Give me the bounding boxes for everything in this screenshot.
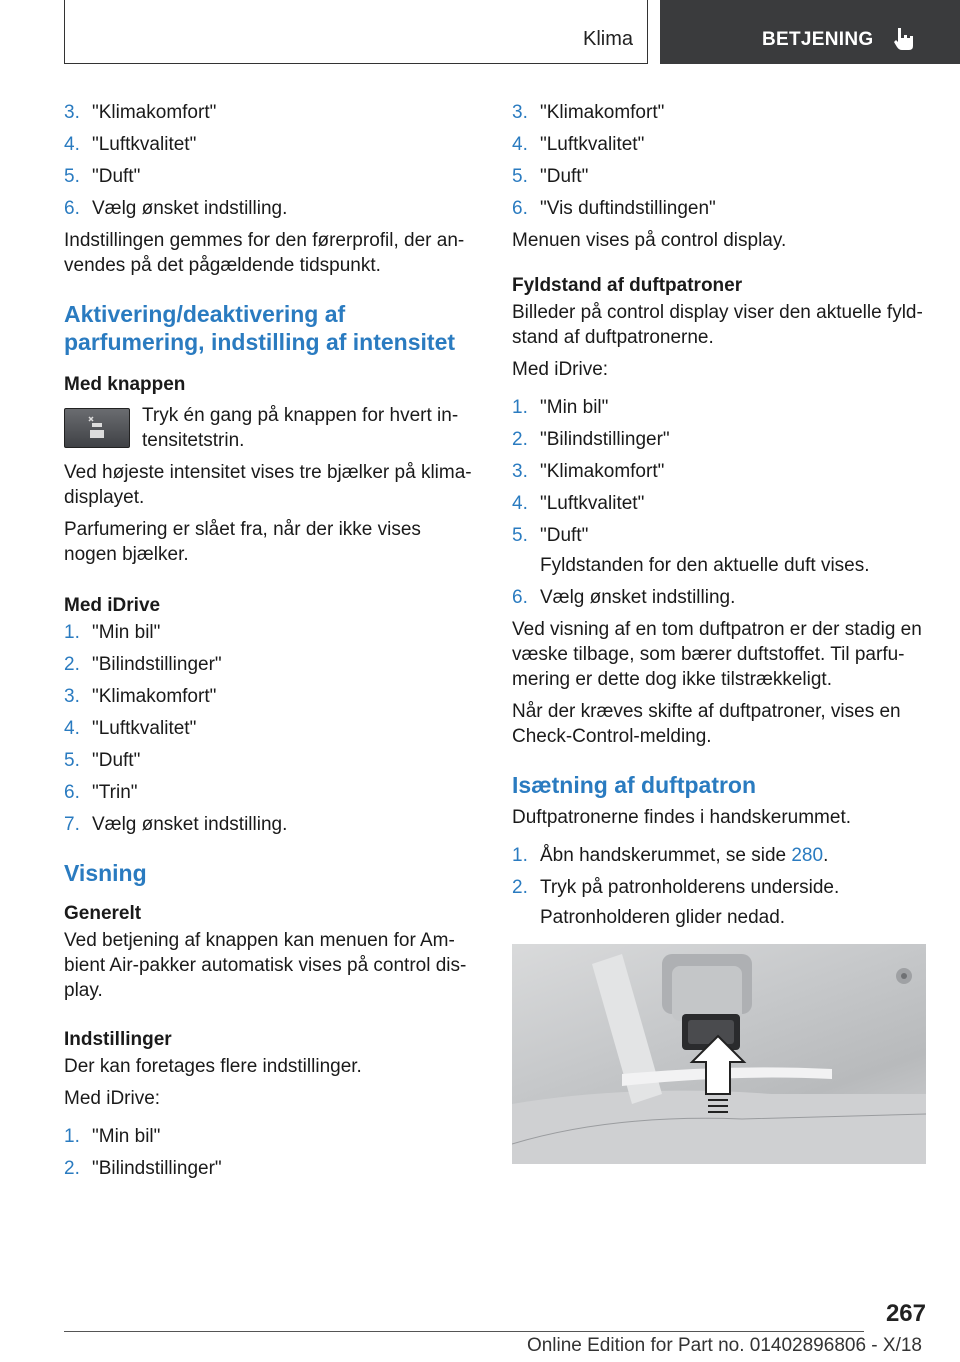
list-item <box>512 395 928 420</box>
list-text <box>540 843 928 868</box>
list-number: 6. <box>512 198 528 219</box>
list-item <box>512 875 928 900</box>
list-item <box>64 684 478 709</box>
paragraph: Billeder på control display viser den aktuelle fyldstand af duftpatronerne. <box>512 302 923 348</box>
list-number: 4. <box>512 493 528 514</box>
header-section-title: Klima <box>582 28 633 50</box>
list-number: 6. <box>512 587 528 608</box>
list-item <box>64 100 478 125</box>
heading-isaetning: Isætning af duftpatron <box>512 772 757 798</box>
button-instruction-text: Tryk én gang på knappen for hvert intensitetstrin. <box>142 405 459 451</box>
list-item <box>512 164 928 189</box>
list-item <box>64 164 478 189</box>
list-item <box>512 459 928 484</box>
list-number: 2. <box>64 1158 80 1179</box>
list-number: 1. <box>512 397 528 418</box>
list-text: "Luftkvalitet" <box>540 493 645 514</box>
page-number: 267 <box>885 1300 926 1327</box>
list-number: 5. <box>64 750 80 771</box>
list-item <box>512 196 928 221</box>
paragraph: Ved visning af en tom duftpatron er der stadig en væske tilbage, som bærer duftstoffet. Til parfumering er dette dog ikke tilstrækkeligt. <box>512 619 922 690</box>
list-text: "Bilindstillinger" <box>92 1158 222 1179</box>
list-number: 7. <box>64 814 80 835</box>
paragraph: Med iDrive: <box>512 359 609 380</box>
list-number: 5. <box>64 166 80 187</box>
paragraph: Med iDrive: <box>64 1088 161 1109</box>
list-text: "Duft" <box>92 750 141 771</box>
header-section-box <box>64 0 648 64</box>
list-number: 4. <box>64 718 80 739</box>
list-number: 3. <box>64 102 80 123</box>
step-text-end: . <box>823 845 829 866</box>
list-text: Vælg ønsket indstilling. <box>540 587 736 608</box>
paragraph: Indstillingen gemmes for den førerprofil, der anvendes på det pågældende tidspunkt. <box>64 230 465 276</box>
list-item <box>512 585 928 610</box>
list-text: "Duft" <box>92 166 141 187</box>
list-text: "Luftkvalitet" <box>92 134 197 155</box>
list-text: "Duft" <box>540 166 589 187</box>
list-item <box>64 620 478 645</box>
list-text: "Klimakomfort" <box>540 461 665 482</box>
list-item <box>64 748 478 773</box>
paragraph: Duftpatronerne findes i handskerummet. <box>512 807 852 828</box>
glovebox-illustration <box>512 944 926 1164</box>
button-instruction <box>64 403 478 453</box>
left-column <box>64 100 478 1188</box>
subheading-idrive: Med iDrive <box>64 595 161 616</box>
list-number: 1. <box>512 845 528 866</box>
header-chapter-title: BETJENING <box>762 29 874 50</box>
list-number: 3. <box>64 686 80 707</box>
list-item <box>64 196 478 221</box>
list-text: "Klimakomfort" <box>92 686 217 707</box>
list-text: Vælg ønsket indstilling. <box>92 198 288 219</box>
list-text: "Duft" <box>540 525 589 546</box>
list-item <box>64 132 478 157</box>
list-number: 6. <box>64 782 80 803</box>
list-item <box>64 716 478 741</box>
page-link-280[interactable]: 280 <box>791 845 824 866</box>
heading-visning: Visning <box>64 860 147 886</box>
list-item <box>64 780 478 805</box>
subheading-fyldstand: Fyldstand af duftpatroner <box>512 275 743 296</box>
list-item <box>512 843 928 868</box>
list-number: 2. <box>512 429 528 450</box>
list-text: "Bilindstillinger" <box>540 429 670 450</box>
paragraph: Ved højeste intensitet vises tre bjælker på klimadisplayet. <box>64 462 472 508</box>
list-text: "Klimakomfort" <box>92 102 217 123</box>
list-item <box>64 1156 478 1181</box>
subheading-indstillinger: Indstillinger <box>64 1029 172 1050</box>
list-text: "Trin" <box>92 782 138 803</box>
list-item <box>512 100 928 125</box>
list-number: 2. <box>512 877 528 898</box>
list-item <box>512 132 928 157</box>
list-text: "Luftkvalitet" <box>92 718 197 739</box>
list-item <box>64 1124 478 1149</box>
header-chapter-box <box>660 0 960 64</box>
list-item-note: Fyldstanden for den aktuelle duft vises. <box>540 555 870 576</box>
list-number: 3. <box>512 102 528 123</box>
list-text: Vælg ønsket indstilling. <box>92 814 288 835</box>
footer-edition: Online Edition for Part no. 01402896806 - X/18 <box>526 1335 922 1356</box>
paragraph: Menuen vises på control display. <box>512 230 787 251</box>
list-number: 1. <box>64 1126 80 1147</box>
list-item-note: Patronholderen glider nedad. <box>540 907 786 928</box>
subheading-button: Med knappen <box>64 374 186 395</box>
list-text: "Min bil" <box>540 397 609 418</box>
list-number: 4. <box>64 134 80 155</box>
paragraph: Når der kræves skifte af duftpatroner, vises en Check-Control-melding. <box>512 701 901 747</box>
footer-divider <box>64 1331 864 1332</box>
list-item <box>512 523 928 548</box>
list-number: 2. <box>64 654 80 675</box>
list-item <box>64 652 478 677</box>
list-text: "Luftkvalitet" <box>540 134 645 155</box>
hand-pointer-icon <box>892 26 916 52</box>
list-text: "Min bil" <box>92 622 161 643</box>
right-column <box>512 100 928 1164</box>
list-number: 3. <box>512 461 528 482</box>
list-number: 5. <box>512 525 528 546</box>
list-text: "Vis duftindstillingen" <box>540 198 716 219</box>
heading-activation: Aktivering/deaktivering af parfumering, indstilling af intensitet <box>64 301 456 355</box>
list-item <box>64 812 478 837</box>
paragraph: Der kan foretages flere indstillinger. <box>64 1056 362 1077</box>
list-number: 4. <box>512 134 528 155</box>
step-text: Åbn handskerummet, se side <box>540 845 792 866</box>
list-text: "Min bil" <box>92 1126 161 1147</box>
list-text: Tryk på patronholderens underside. <box>540 877 840 898</box>
list-number: 6. <box>64 198 80 219</box>
list-number: 1. <box>64 622 80 643</box>
list-item <box>512 427 928 452</box>
paragraph: Ved betjening af knappen kan menuen for Ambient Air-pakker automatisk vises på control display. <box>64 930 467 1001</box>
glovebox-photo <box>512 944 926 1164</box>
list-text: "Bilindstillinger" <box>92 654 222 675</box>
paragraph: Parfumering er slået fra, når der ikke vises nogen bjælker. <box>64 519 421 565</box>
list-item <box>512 491 928 516</box>
fragrance-button-icon <box>64 408 130 448</box>
list-number: 5. <box>512 166 528 187</box>
subheading-generelt: Generelt <box>64 903 142 924</box>
list-text: "Klimakomfort" <box>540 102 665 123</box>
